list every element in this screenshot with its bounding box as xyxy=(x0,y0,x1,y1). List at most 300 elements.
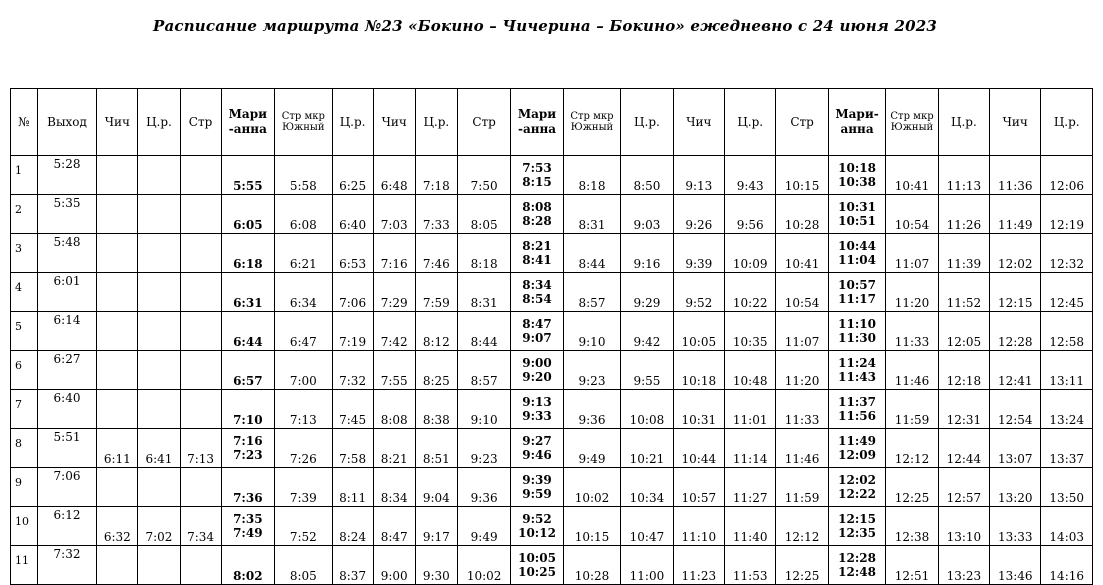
stop-time xyxy=(180,312,221,351)
arrival-time: 9:27 xyxy=(522,434,552,448)
stop-time xyxy=(828,546,886,585)
row-number: 3 xyxy=(11,234,38,273)
stop-time: 7:45 xyxy=(332,390,373,429)
column-header: Стр xyxy=(180,89,221,156)
stop-time xyxy=(828,195,886,234)
stop-time: 10:54 xyxy=(776,273,828,312)
departure-time: 12:35 xyxy=(838,526,876,540)
stop-time: 8:47 xyxy=(373,507,415,546)
table-row xyxy=(11,156,1093,195)
stop-time: 10:18 xyxy=(673,351,724,390)
stop-time: 9:04 xyxy=(415,468,457,507)
stop-time xyxy=(180,546,221,585)
exit-time: 5:51 xyxy=(37,429,97,468)
column-header: Ц.р. xyxy=(938,89,989,156)
stop-time: 9:52 xyxy=(673,273,724,312)
row-number: 2 xyxy=(11,195,38,234)
stop-time: 10:54 xyxy=(886,195,938,234)
stop-time: 12:54 xyxy=(990,390,1041,429)
table-row xyxy=(11,273,1093,312)
exit-time: 6:27 xyxy=(37,351,97,390)
column-header: Мари -анна xyxy=(221,89,274,156)
departure-time: 9:07 xyxy=(522,331,552,345)
arrival-time: 10:18 xyxy=(838,161,876,175)
stop-time: 8:51 xyxy=(415,429,457,468)
stop-time: 8:57 xyxy=(563,273,621,312)
stop-time xyxy=(221,507,274,546)
stop-time: 5:58 xyxy=(275,156,333,195)
schedule-table xyxy=(10,88,1093,585)
arrival-time: 12:28 xyxy=(838,551,876,565)
stop-time xyxy=(511,156,563,195)
stop-time: 12:12 xyxy=(776,507,828,546)
stop-time: 12:38 xyxy=(886,507,938,546)
stop-time: 11:46 xyxy=(776,429,828,468)
column-header: Чич xyxy=(373,89,415,156)
departure-time: 12:48 xyxy=(838,565,876,579)
column-header: Ц.р. xyxy=(138,89,180,156)
arrival-time: 8:21 xyxy=(522,239,552,253)
column-header: № xyxy=(11,89,38,156)
stop-time xyxy=(828,312,886,351)
stop-time xyxy=(97,156,138,195)
arrival-time: 10:31 xyxy=(838,200,876,214)
stop-time: 8:18 xyxy=(457,234,510,273)
table-row xyxy=(11,429,1093,468)
stop-time: 6:57 xyxy=(221,351,274,390)
table-row xyxy=(11,390,1093,429)
stop-time: 12:28 xyxy=(990,312,1041,351)
column-header: Стр мкр Южный xyxy=(886,89,938,156)
stop-time: 12:58 xyxy=(1041,312,1093,351)
stop-time xyxy=(511,234,563,273)
stop-time xyxy=(511,273,563,312)
stop-time xyxy=(97,468,138,507)
stop-time: 11:59 xyxy=(886,390,938,429)
stop-time: 12:02 xyxy=(990,234,1041,273)
row-number: 8 xyxy=(11,429,38,468)
table-row xyxy=(11,507,1093,546)
arrival-time: 11:10 xyxy=(838,317,876,331)
stop-time: 8:12 xyxy=(415,312,457,351)
stop-time: 11:40 xyxy=(725,507,776,546)
departure-time: 9:33 xyxy=(522,409,552,423)
departure-time: 12:22 xyxy=(838,487,876,501)
stop-time: 13:46 xyxy=(990,546,1041,585)
stop-time: 7:18 xyxy=(415,156,457,195)
stop-time xyxy=(511,312,563,351)
stop-time: 11:53 xyxy=(725,546,776,585)
stop-time: 7:13 xyxy=(275,390,333,429)
arrival-time: 11:37 xyxy=(838,395,876,409)
arrival-time: 9:39 xyxy=(522,473,552,487)
column-header: Стр мкр Южный xyxy=(563,89,621,156)
stop-time: 9:23 xyxy=(457,429,510,468)
stop-time: 10:57 xyxy=(673,468,724,507)
stop-time: 9:49 xyxy=(563,429,621,468)
stop-time: 12:32 xyxy=(1041,234,1093,273)
stop-time: 7:10 xyxy=(221,390,274,429)
stop-time: 10:09 xyxy=(725,234,776,273)
column-header: Чич xyxy=(97,89,138,156)
stop-time: 11:59 xyxy=(776,468,828,507)
row-number: 7 xyxy=(11,390,38,429)
stop-time: 13:07 xyxy=(990,429,1041,468)
stop-time: 13:20 xyxy=(990,468,1041,507)
stop-time: 7:29 xyxy=(373,273,415,312)
stop-time xyxy=(511,468,563,507)
stop-time: 12:05 xyxy=(938,312,989,351)
stop-time: 10:48 xyxy=(725,351,776,390)
stop-time xyxy=(828,351,886,390)
stop-time: 7:16 xyxy=(373,234,415,273)
stop-time xyxy=(828,429,886,468)
stop-time xyxy=(138,156,180,195)
stop-time: 14:03 xyxy=(1041,507,1093,546)
stop-time xyxy=(180,390,221,429)
row-number: 9 xyxy=(11,468,38,507)
departure-time: 9:59 xyxy=(522,487,552,501)
stop-time: 11:01 xyxy=(725,390,776,429)
stop-time: 10:15 xyxy=(776,156,828,195)
departure-time: 10:12 xyxy=(518,526,556,540)
column-header: Ц.р. xyxy=(1041,89,1093,156)
stop-time: 9:55 xyxy=(621,351,673,390)
stop-time: 9:42 xyxy=(621,312,673,351)
stop-time: 8:57 xyxy=(457,351,510,390)
table-row xyxy=(11,312,1093,351)
stop-time: 10:41 xyxy=(776,234,828,273)
stop-time: 10:22 xyxy=(725,273,776,312)
stop-time: 12:57 xyxy=(938,468,989,507)
stop-time xyxy=(97,195,138,234)
stop-time: 11:20 xyxy=(776,351,828,390)
stop-time: 11:23 xyxy=(673,546,724,585)
column-header: Стр xyxy=(776,89,828,156)
departure-time: 11:56 xyxy=(838,409,876,423)
stop-time: 9:00 xyxy=(373,546,415,585)
arrival-time: 9:13 xyxy=(522,395,552,409)
table-row xyxy=(11,468,1093,507)
stop-time: 10:15 xyxy=(563,507,621,546)
stop-time: 9:36 xyxy=(563,390,621,429)
stop-time xyxy=(97,390,138,429)
row-number: 4 xyxy=(11,273,38,312)
arrival-time: 10:57 xyxy=(838,278,876,292)
stop-time: 12:12 xyxy=(886,429,938,468)
stop-time: 13:24 xyxy=(1041,390,1093,429)
departure-time: 10:51 xyxy=(838,214,876,228)
stop-time xyxy=(180,273,221,312)
arrival-time: 9:52 xyxy=(522,512,552,526)
stop-time xyxy=(180,468,221,507)
stop-time xyxy=(828,273,886,312)
stop-time xyxy=(138,351,180,390)
stop-time: 8:44 xyxy=(457,312,510,351)
stop-time xyxy=(828,468,886,507)
departure-time: 11:04 xyxy=(838,253,876,267)
stop-time: 11:00 xyxy=(621,546,673,585)
stop-time: 7:00 xyxy=(275,351,333,390)
stop-time xyxy=(138,234,180,273)
arrival-time: 11:49 xyxy=(838,434,876,448)
column-header: Ц.р. xyxy=(415,89,457,156)
arrival-time: 11:24 xyxy=(838,356,876,370)
exit-time: 6:40 xyxy=(37,390,97,429)
stop-time xyxy=(828,390,886,429)
column-header: Стр xyxy=(457,89,510,156)
stop-time xyxy=(97,351,138,390)
stop-time: 13:33 xyxy=(990,507,1041,546)
stop-time: 7:34 xyxy=(180,507,221,546)
stop-time: 7:02 xyxy=(138,507,180,546)
arrival-time: 12:15 xyxy=(838,512,876,526)
departure-time: 11:17 xyxy=(838,292,876,306)
stop-time: 8:08 xyxy=(373,390,415,429)
stop-time: 7:36 xyxy=(221,468,274,507)
stop-time: 11:36 xyxy=(990,156,1041,195)
stop-time: 6:34 xyxy=(275,273,333,312)
stop-time: 11:10 xyxy=(673,507,724,546)
stop-time: 12:51 xyxy=(886,546,938,585)
stop-time: 10:35 xyxy=(725,312,776,351)
arrival-time: 10:44 xyxy=(838,239,876,253)
stop-time xyxy=(511,429,563,468)
table-row xyxy=(11,351,1093,390)
stop-time: 8:25 xyxy=(415,351,457,390)
departure-time: 9:20 xyxy=(522,370,552,384)
stop-time: 11:13 xyxy=(938,156,989,195)
stop-time xyxy=(511,195,563,234)
stop-time: 11:33 xyxy=(886,312,938,351)
stop-time: 9:43 xyxy=(725,156,776,195)
stop-time xyxy=(97,312,138,351)
departure-time: 8:54 xyxy=(522,292,552,306)
stop-time: 6:40 xyxy=(332,195,373,234)
column-header: Стр мкр Южный xyxy=(275,89,333,156)
stop-time xyxy=(511,507,563,546)
departure-time: 10:38 xyxy=(838,175,876,189)
stop-time xyxy=(138,195,180,234)
stop-time xyxy=(138,468,180,507)
stop-time: 7:19 xyxy=(332,312,373,351)
stop-time: 7:52 xyxy=(275,507,333,546)
departure-time: 8:15 xyxy=(522,175,552,189)
stop-time: 9:23 xyxy=(563,351,621,390)
stop-time: 7:58 xyxy=(332,429,373,468)
stop-time: 8:34 xyxy=(373,468,415,507)
arrival-time: 7:16 xyxy=(233,434,263,448)
stop-time: 12:06 xyxy=(1041,156,1093,195)
stop-time xyxy=(97,234,138,273)
stop-time: 6:08 xyxy=(275,195,333,234)
stop-time xyxy=(138,312,180,351)
stop-time: 12:15 xyxy=(990,273,1041,312)
stop-time: 7:50 xyxy=(457,156,510,195)
stop-time: 7:55 xyxy=(373,351,415,390)
stop-time: 12:25 xyxy=(886,468,938,507)
row-number: 6 xyxy=(11,351,38,390)
stop-time: 12:41 xyxy=(990,351,1041,390)
arrival-time: 12:02 xyxy=(838,473,876,487)
stop-time: 12:25 xyxy=(776,546,828,585)
stop-time: 8:31 xyxy=(563,195,621,234)
stop-time xyxy=(97,273,138,312)
stop-time: 6:41 xyxy=(138,429,180,468)
stop-time: 9:17 xyxy=(415,507,457,546)
stop-time: 8:11 xyxy=(332,468,373,507)
stop-time: 9:36 xyxy=(457,468,510,507)
column-header: Ц.р. xyxy=(621,89,673,156)
column-header: Чич xyxy=(990,89,1041,156)
arrival-time: 8:47 xyxy=(522,317,552,331)
stop-time: 6:31 xyxy=(221,273,274,312)
row-number: 5 xyxy=(11,312,38,351)
stop-time: 10:44 xyxy=(673,429,724,468)
stop-time: 8:21 xyxy=(373,429,415,468)
stop-time: 11:07 xyxy=(886,234,938,273)
table-row xyxy=(11,195,1093,234)
exit-time: 7:32 xyxy=(37,546,97,585)
row-number: 1 xyxy=(11,156,38,195)
stop-time: 6:18 xyxy=(221,234,274,273)
table-row xyxy=(11,546,1093,585)
stop-time: 5:55 xyxy=(221,156,274,195)
stop-time: 7:42 xyxy=(373,312,415,351)
stop-time: 7:33 xyxy=(415,195,457,234)
stop-time: 7:26 xyxy=(275,429,333,468)
stop-time: 10:28 xyxy=(563,546,621,585)
stop-time: 7:03 xyxy=(373,195,415,234)
column-header: Мари -анна xyxy=(511,89,563,156)
stop-time: 10:41 xyxy=(886,156,938,195)
column-header: Ц.р. xyxy=(332,89,373,156)
stop-time: 8:05 xyxy=(275,546,333,585)
stop-time: 7:59 xyxy=(415,273,457,312)
exit-time: 5:35 xyxy=(37,195,97,234)
stop-time xyxy=(180,234,221,273)
stop-time: 11:49 xyxy=(990,195,1041,234)
arrival-time: 7:35 xyxy=(233,512,263,526)
stop-time xyxy=(180,351,221,390)
arrival-time: 7:53 xyxy=(522,161,552,175)
stop-time xyxy=(138,546,180,585)
stop-time: 9:10 xyxy=(563,312,621,351)
stop-time xyxy=(828,234,886,273)
stop-time: 13:10 xyxy=(938,507,989,546)
exit-time: 5:28 xyxy=(37,156,97,195)
stop-time: 11:46 xyxy=(886,351,938,390)
stop-time: 9:56 xyxy=(725,195,776,234)
stop-time: 9:26 xyxy=(673,195,724,234)
stop-time: 9:13 xyxy=(673,156,724,195)
stop-time: 8:44 xyxy=(563,234,621,273)
row-number: 10 xyxy=(11,507,38,546)
row-number: 11 xyxy=(11,546,38,585)
stop-time: 9:29 xyxy=(621,273,673,312)
stop-time: 9:10 xyxy=(457,390,510,429)
stop-time: 7:39 xyxy=(275,468,333,507)
stop-time xyxy=(180,195,221,234)
departure-time: 11:30 xyxy=(838,331,876,345)
stop-time xyxy=(511,546,563,585)
exit-time: 6:14 xyxy=(37,312,97,351)
stop-time: 6:05 xyxy=(221,195,274,234)
stop-time: 11:20 xyxy=(886,273,938,312)
stop-time: 6:47 xyxy=(275,312,333,351)
stop-time xyxy=(511,390,563,429)
stop-time xyxy=(828,156,886,195)
stop-time: 8:50 xyxy=(621,156,673,195)
stop-time xyxy=(97,546,138,585)
departure-time: 8:41 xyxy=(522,253,552,267)
stop-time: 7:32 xyxy=(332,351,373,390)
exit-time: 6:12 xyxy=(37,507,97,546)
column-header: Мари- анна xyxy=(828,89,886,156)
stop-time: 7:46 xyxy=(415,234,457,273)
stop-time: 9:49 xyxy=(457,507,510,546)
stop-time: 8:05 xyxy=(457,195,510,234)
stop-time: 14:16 xyxy=(1041,546,1093,585)
stop-time: 9:39 xyxy=(673,234,724,273)
stop-time: 10:02 xyxy=(457,546,510,585)
exit-time: 6:01 xyxy=(37,273,97,312)
stop-time xyxy=(221,429,274,468)
header-row xyxy=(11,89,1093,156)
stop-time: 12:45 xyxy=(1041,273,1093,312)
stop-time: 10:21 xyxy=(621,429,673,468)
stop-time: 11:39 xyxy=(938,234,989,273)
stop-time: 12:19 xyxy=(1041,195,1093,234)
arrival-time: 8:34 xyxy=(522,278,552,292)
stop-time: 13:23 xyxy=(938,546,989,585)
stop-time: 7:06 xyxy=(332,273,373,312)
stop-time xyxy=(511,351,563,390)
stop-time: 11:07 xyxy=(776,312,828,351)
stop-time: 8:37 xyxy=(332,546,373,585)
stop-time: 8:24 xyxy=(332,507,373,546)
stop-time: 8:02 xyxy=(221,546,274,585)
stop-time: 11:27 xyxy=(725,468,776,507)
stop-time: 10:34 xyxy=(621,468,673,507)
column-header: Чич xyxy=(673,89,724,156)
stop-time: 13:50 xyxy=(1041,468,1093,507)
schedule-title: Расписание маршрута №23 «Бокино – Чичерина – Бокино» ежедневно с 24 июня 2023 xyxy=(152,17,938,35)
arrival-time: 8:08 xyxy=(522,200,552,214)
arrival-time: 9:00 xyxy=(522,356,552,370)
stop-time: 11:33 xyxy=(776,390,828,429)
stop-time: 6:44 xyxy=(221,312,274,351)
column-header: Выход xyxy=(37,89,97,156)
stop-time: 11:14 xyxy=(725,429,776,468)
stop-time xyxy=(138,273,180,312)
stop-time: 13:11 xyxy=(1041,351,1093,390)
stop-time: 8:31 xyxy=(457,273,510,312)
stop-time: 9:30 xyxy=(415,546,457,585)
stop-time: 8:38 xyxy=(415,390,457,429)
departure-time: 11:43 xyxy=(838,370,876,384)
stop-time xyxy=(180,156,221,195)
stop-time: 13:37 xyxy=(1041,429,1093,468)
exit-time: 5:48 xyxy=(37,234,97,273)
stop-time: 12:31 xyxy=(938,390,989,429)
departure-time: 7:23 xyxy=(233,448,263,462)
stop-time: 12:44 xyxy=(938,429,989,468)
stop-time: 7:13 xyxy=(180,429,221,468)
departure-time: 12:09 xyxy=(838,448,876,462)
stop-time: 6:21 xyxy=(275,234,333,273)
stop-time: 10:47 xyxy=(621,507,673,546)
